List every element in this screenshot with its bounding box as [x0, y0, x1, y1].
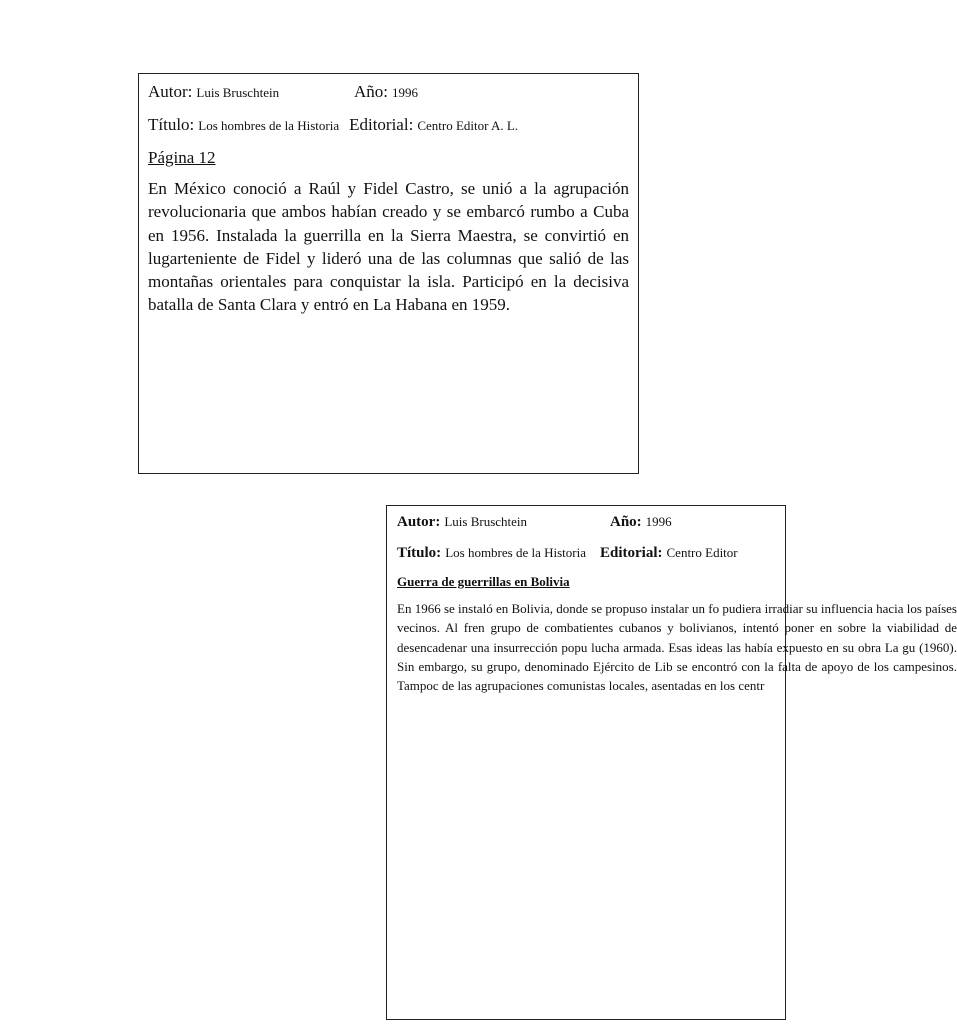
publisher-value: Centro Editor [666, 545, 738, 560]
title-value: Los hombres de la Historia [445, 545, 586, 560]
section-title: Página 12 [148, 148, 216, 167]
body-text: En 1966 se instaló en Bolivia, donde se propuso instalar un fo pudiera irradiar su influencia hacia los países vecinos. Al fren grupo de combatientes cubanos y bolivianos, intentó poner en sobre la viabilidad de desencadenar una insurrección popu lucha armada. Esas ideas las había expuesto en su obra La gu (1960). Sin embargo, su grupo, denominado Ejército de Lib se encontró con la falta de apoyo de los campesinos. Tampoc de las agrupaciones comunistas locales, asentadas en los centr [397, 601, 957, 694]
body-text: En México conoció a Raúl y Fidel Castro, se unió a la agrupación revolucionaria que ambos habían creado y se embarcó rumbo a Cuba en 1956. Instalada la guerrilla en la Sierra Maestra, se convirtió en lugarteniente de Fidel y lideró una de las columnas que salió de las montañas orientales para conquistar la isla. Participó en la decisiva batalla de Santa Clara y entró en La Habana en 1959. [148, 179, 629, 315]
year-value: 1996 [392, 85, 418, 100]
author-field [148, 82, 354, 102]
publisher-label: Editorial: [349, 115, 414, 134]
author-label: Autor: [397, 514, 441, 530]
year-label: Año: [610, 514, 642, 530]
title-field [148, 115, 339, 135]
publisher-field [600, 544, 738, 562]
title-label: Título: [397, 545, 442, 561]
year-field [610, 513, 672, 531]
section-title: Guerra de guerrillas en Bolivia [397, 574, 570, 589]
author-label: Autor: [148, 82, 193, 101]
title-field [397, 544, 586, 562]
year-label: Año: [354, 82, 388, 101]
title-publisher-row [148, 115, 629, 135]
title-value: Los hombres de la Historia [198, 118, 340, 133]
publisher-field [349, 115, 518, 135]
author-year-row [148, 82, 629, 102]
title-label: Título: [148, 115, 195, 134]
author-year-row [397, 513, 775, 531]
title-publisher-row [397, 544, 775, 562]
author-field [397, 513, 610, 531]
year-field [354, 82, 418, 102]
author-value: Luis Bruschtein [444, 514, 528, 529]
publisher-value: Centro Editor A. L. [417, 118, 519, 133]
year-value: 1996 [645, 514, 672, 529]
author-value: Luis Bruschtein [196, 85, 280, 100]
note-card-guerra-de-guerrillas [386, 505, 957, 1020]
note-card-pagina-12 [138, 73, 639, 474]
publisher-label: Editorial: [600, 545, 663, 561]
